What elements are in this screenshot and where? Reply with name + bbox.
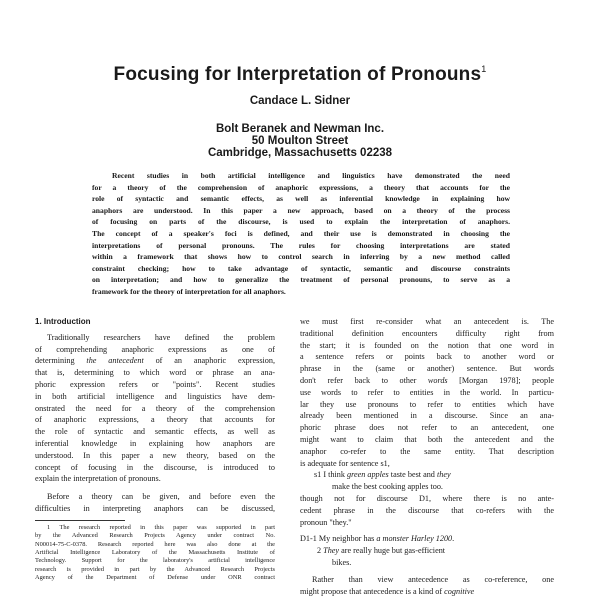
body-line: use words to refer to entities in the world. In particu- <box>300 387 554 397</box>
abstract-line: role of syntactic and semantic effects, as well as inferential knowledge in explaining how <box>92 194 510 204</box>
body-line: Rather than view antecedence as co-reference, one <box>312 574 554 584</box>
footnote-line: research is provided in part by the Advanced Research Projects <box>35 565 275 573</box>
author-name: Candace L. Sidner <box>249 95 351 107</box>
abstract-line: within a framework that shows how to control search in inferring by a new method called <box>92 252 510 262</box>
body-line: we must first re-consider what an antecedent is. The <box>300 317 554 326</box>
abstract <box>92 170 510 298</box>
text-run: [Morgan 1978]; people <box>447 375 554 385</box>
text-run: taste best and <box>388 470 437 480</box>
body-line: might want to claim that both the antecedent and the <box>300 434 554 444</box>
example-d1-2 <box>300 545 554 557</box>
body-line <box>35 355 275 367</box>
left-column <box>35 316 275 583</box>
italic-term: a monster Harley 1200 <box>376 534 453 544</box>
title-text: Focusing for Interpretation of Pronouns <box>113 64 482 85</box>
body-line: inferential knowledge in explaining how anaphors are <box>35 438 275 448</box>
body-line: traditional definition encounters difficulty right from <box>300 328 554 338</box>
body-line: Before a theory can be given, and before even the <box>47 492 275 502</box>
body-line: phoric phrase does not refer to an antecedent, one <box>300 423 554 433</box>
body-line: of comprehending anaphoric expressions as one of <box>35 344 275 354</box>
footnote-line: 1 The research reported in this paper was supported in part <box>47 523 275 531</box>
body-line <box>300 375 554 387</box>
body-line: already been mentioned in a discourse. Since an ana- <box>300 411 554 421</box>
abstract-line: of focusing on parts of the discourse, is used to explain the interpretation of anaphors. <box>92 217 510 227</box>
abstract-line: interpretations of personal pronouns. The rules for choosing interpretations are stated <box>92 240 510 250</box>
title-footnote-mark: 1 <box>481 64 487 74</box>
body-line: the role of syntactic and semantic effects, as well as <box>35 427 275 437</box>
section-heading: 1. Introduction <box>35 317 91 326</box>
body-line: cedent phrase in the discourse that co-refers with the <box>300 505 554 515</box>
text-run: are really huge but gas-efficient <box>339 546 446 556</box>
body-line: in both artificial intelligence and linguistics have dem- <box>35 391 275 401</box>
text-run: s1 I think <box>314 470 347 480</box>
italic-term: green apples <box>346 470 389 480</box>
text-run: D1-1 My neighbor has <box>300 534 377 544</box>
abstract-line: for a theory of the comprehension of anaphoric expressions, a theory that accounts for the <box>92 182 510 192</box>
affiliation-line: 50 Moulton Street <box>251 135 349 147</box>
body-line: Traditionally researchers have defined the problem <box>47 332 275 342</box>
footnote-line: Technology. Support for the laboratory's artificial intelligence <box>35 557 275 565</box>
footnote-line: Artificial Intelligence Laboratory of the Massachusetts Institute of <box>35 548 275 556</box>
body-line: that is, determining to which word or phrase an ana- <box>35 368 275 378</box>
example-d1-1 <box>300 533 554 545</box>
text-run: 2 <box>317 546 324 556</box>
body-line: lar they use pronouns to refer to entities which have <box>300 399 554 409</box>
italic-term: cognitive <box>444 586 475 596</box>
italic-term: They <box>323 546 340 556</box>
abstract-line: The concept of a speaker's foci is defined, and their use is demonstrated in choosing the <box>92 228 510 238</box>
body-line: phrase in the (same or another) sentence. But words <box>300 364 554 374</box>
affiliation-line: Bolt Beranek and Newman Inc. <box>215 123 385 135</box>
abstract-line: anaphors are understood. In this paper a new approach, based on a theory of the process <box>92 205 510 215</box>
body-line: pronoun "they." <box>300 517 352 527</box>
paper-title <box>0 64 600 86</box>
footnote-line: Agency of the Department of Defense under ONR contract <box>35 574 275 582</box>
body-line: the start; it is founded on the notion that one word in <box>300 340 554 350</box>
abstract-line: constraint checking; how to take advantage of syntactic, semantic and discourse constraints <box>92 263 510 273</box>
text-run: might propose that antecedence is a kind of <box>300 586 445 596</box>
footnote <box>35 524 275 583</box>
text-run: determining <box>35 356 87 366</box>
text-run: of an anaphoric expression, <box>143 356 275 366</box>
body-line: difficulties in interpreting anaphors can be discussed, <box>35 503 275 513</box>
text-run: . <box>452 534 455 544</box>
footnote-rule <box>35 520 125 521</box>
body-line: onstrated the need for a theory of the comprehension <box>35 403 275 413</box>
body-line: explain the interpretation of pronouns. <box>35 474 161 484</box>
right-column <box>300 316 554 597</box>
body-line: is adequate for sentence s1, <box>300 458 390 468</box>
example-s1-continued: make the best cooking apples too. <box>332 482 443 492</box>
italic-term: the antecedent <box>86 356 144 366</box>
body-line: phoric expression refers or "points". Recent studies <box>35 379 275 389</box>
affiliation-line: Cambridge, Massachusetts 02238 <box>207 147 393 159</box>
body-line: though not for discourse D1, where there is no ante- <box>300 493 554 503</box>
abstract-line: framework for the theory of interpretation for all anaphors. <box>92 286 286 296</box>
abstract-line: on interpretation; and how to generalize the treatment of personal pronouns, to serve as a <box>92 275 510 285</box>
footnote-line: by the Advanced Research Projects Agency under contract No. <box>35 532 275 540</box>
body-line: concept of focusing in the discourse, is introduced to <box>35 462 275 472</box>
abstract-line: Recent studies in both artificial intelligence and linguistics have demonstrated the need <box>112 171 510 180</box>
italic-term: words <box>427 375 448 385</box>
body-line <box>300 586 554 598</box>
body-line: a sentence refers or points back to another word or <box>300 352 554 362</box>
body-line: of anaphoric expressions, a theory that accounts for <box>35 415 275 425</box>
footnote-line: N00014-75-C-0378. Research reported here was also done at the <box>35 540 275 548</box>
example-d1-2-continued: bikes. <box>332 557 352 567</box>
text-run: don't refer back to other <box>300 375 428 385</box>
body-line: anaphor co-refer to the same entity. That description <box>300 446 554 456</box>
example-s1 <box>300 469 554 481</box>
body-line: understood. In this paper a new theory, based on the <box>35 450 275 460</box>
italic-term: they <box>436 470 451 480</box>
